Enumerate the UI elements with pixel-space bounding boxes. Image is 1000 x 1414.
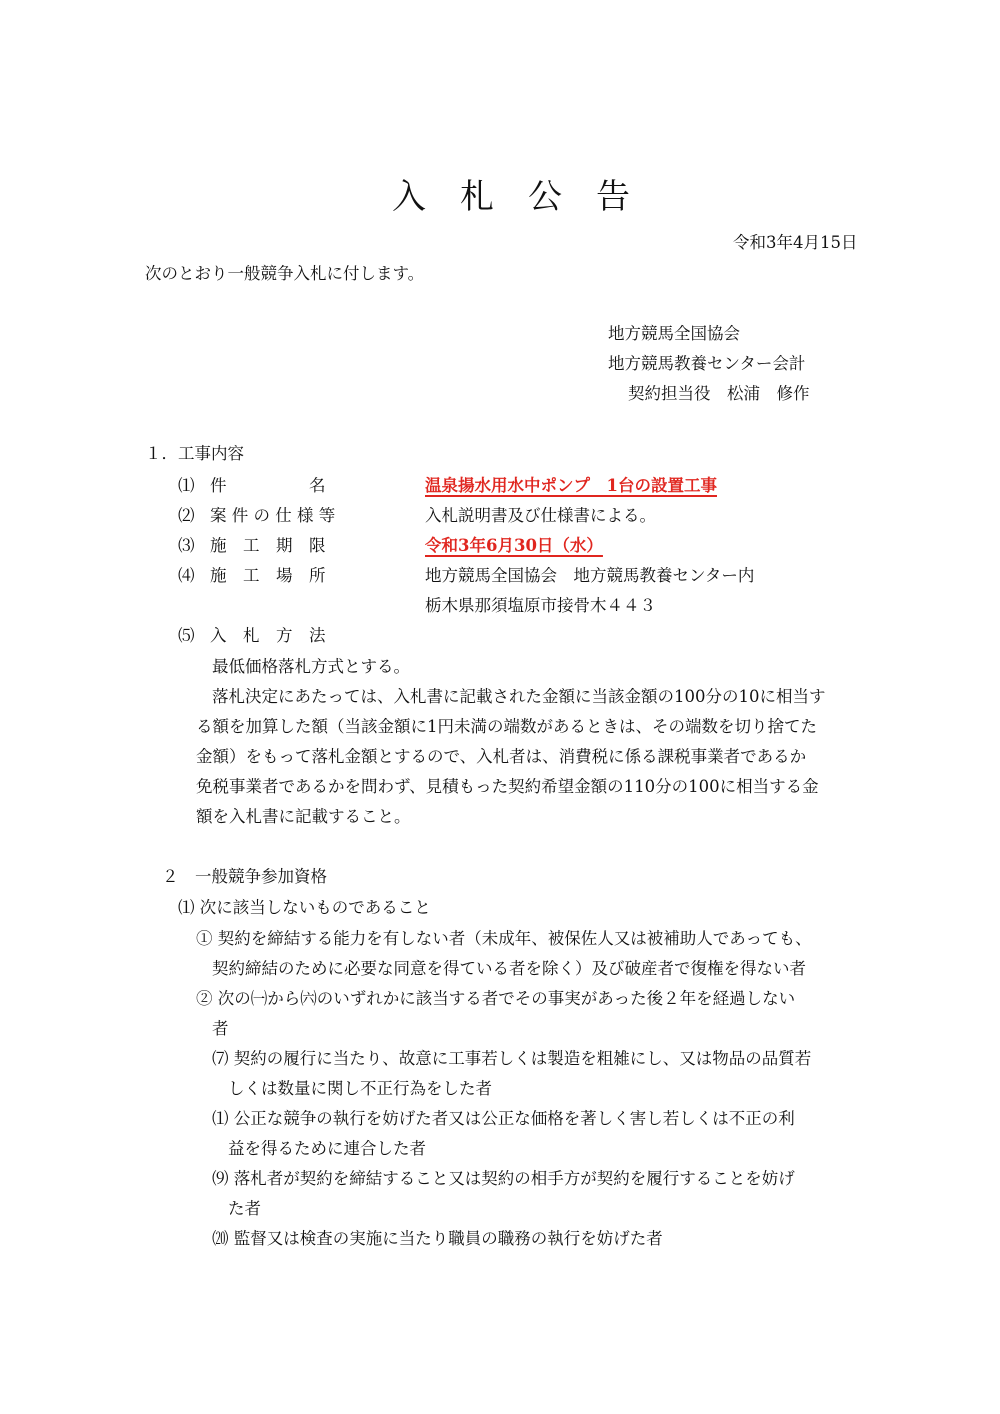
item3-label: 施 工 期 限 (210, 536, 326, 555)
subclause-u-line: た者 (228, 1199, 261, 1218)
section2-sub1: ⑴ 次に該当しないものであること (178, 898, 431, 917)
method-line: 金額）をもって落札金額とするので、入札者は、消費税に係る課税事業者であるか (196, 747, 807, 766)
page-title: 入 札 公 告 (392, 177, 630, 217)
method-line: 落札決定にあたっては、入札書に記載された金額に当該金額の100分の10に相当す (212, 687, 826, 706)
issuer-org: 地方競馬全国協会 (608, 324, 740, 343)
item2-value: 入札説明書及び仕様書による。 (425, 506, 656, 525)
subclause-u-line: ⑼ 落札者が契約を締結すること又は契約の相手方が契約を履行することを妨げ (212, 1169, 795, 1188)
section1-heading: １．工事内容 (145, 444, 244, 463)
subclause-a-line: ⑺ 契約の履行に当たり、故意に工事若しくは製造を粗雑にし、又は物品の品質若 (212, 1049, 812, 1068)
issuer-dept: 地方競馬教養センター会計 (608, 354, 806, 373)
item5-num: ⑸ (178, 626, 195, 645)
item1-num: ⑴ (178, 476, 195, 495)
issuer-officer: 契約担当役 松浦 修作 (628, 384, 810, 403)
method-line: 額を入札書に記載すること。 (196, 807, 411, 826)
subclause-i-line: ⑴ 公正な競争の執行を妨げた者又は公正な価格を著しく害し若しくは不正の利 (212, 1109, 795, 1128)
item4-label: 施 工 場 所 (210, 566, 326, 585)
clause1-line: 契約締結のために必要な同意を得ている者を除く）及び破産者で復権を得ない者 (212, 959, 806, 978)
item3-value: 令和3年6月30日（水） (425, 536, 603, 555)
subclause-i-line: 益を得るために連合した者 (228, 1139, 426, 1158)
clause2-line: ② 次の㈠から㈥のいずれかに該当する者でその事実があった後２年を経過しない (196, 989, 796, 1008)
subclause-a-line: しくは数量に関し不正行為をした者 (228, 1079, 492, 1098)
method-line: 免税事業者であるかを問わず、見積もった契約希望金額の110分の100に相当する金 (196, 777, 819, 796)
subclause-e-line: ⒇ 監督又は検査の実施に当たり職員の職務の執行を妨げた者 (212, 1229, 663, 1248)
item2-label: 案 件 の 仕 様 等 (210, 506, 336, 525)
item4-num: ⑷ (178, 566, 195, 585)
item1-value: 温泉揚水用水中ポンプ 1台の設置工事 (425, 476, 717, 495)
method-line: 最低価格落札方式とする。 (212, 657, 410, 676)
issue-date: 令和3年4月15日 (733, 233, 858, 252)
clause2-line: 者 (212, 1019, 229, 1038)
method-line: る額を加算した額（当該金額に1円未満の端数があるときは、その端数を切り捨てた (196, 717, 817, 736)
item4-value: 地方競馬全国協会 地方競馬教養センター内 (425, 566, 755, 585)
item5-label: 入 札 方 法 (210, 626, 326, 645)
item4-value2: 栃木県那須塩原市接骨木４４３ (425, 596, 656, 615)
item2-num: ⑵ (178, 506, 195, 525)
item3-num: ⑶ (178, 536, 195, 555)
intro-text: 次のとおり一般競争入札に付します。 (145, 264, 425, 283)
clause1-line: ① 契約を締結する能力を有しない者（未成年、被保佐人又は被補助人であっても、 (196, 929, 812, 948)
section2-heading: ２ 一般競争参加資格 (162, 867, 327, 886)
item1-label: 件 名 (210, 476, 326, 495)
